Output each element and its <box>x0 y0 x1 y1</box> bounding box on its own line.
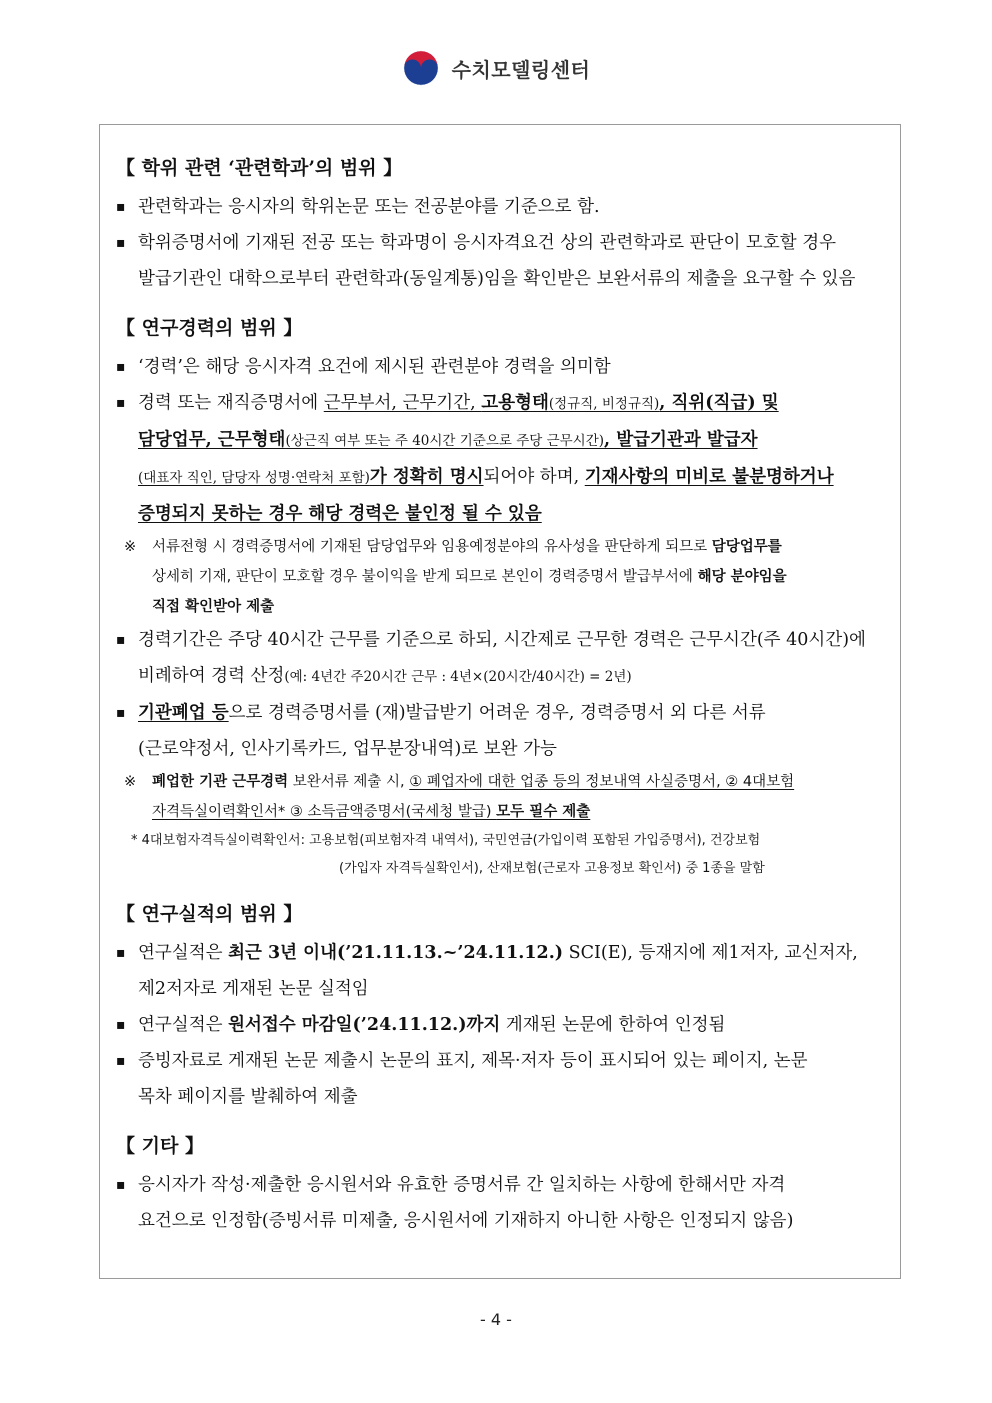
list-item: ▪ 응시자가 작성·제출한 응시원서와 유효한 증명서류 간 일치하는 사항에 한해서만 자격 요건으로 인정함(증빙서류 미제출, 응시원서에 기재하지 아니한 사항은 인정되지 않음) <box>116 1167 890 1239</box>
section-title-degree: 【 학위 관련 ‘관련학과’의 범위 】 <box>116 157 403 179</box>
government-logo-icon <box>402 49 440 87</box>
bullet-icon: ▪ <box>116 1177 126 1193</box>
bullet-icon: ▪ <box>116 199 126 215</box>
list-item: ▪ 연구실적은 최근 3년 이내(’21.11.13.~’24.11.12.) SCI(E), 등재지에 제1저자, 교신저자, 제2저자로 게재된 논문 실적임 <box>116 935 890 1007</box>
note-block: ※ 폐업한 기관 근무경력 보완서류 제출 시, ① 폐업자에 대한 업종 등의 정보내역 사실증명서, ② 4대보험 자격득실이력확인서* ③ 소득금액증명서(국세청 발급) 모두 필수 제출 <box>116 767 890 827</box>
bullet-icon: ▪ <box>116 945 126 961</box>
list-item: ▪ 연구실적은 원서접수 마감일(’24.11.12.)까지 게재된 논문에 한하여 인정됨 <box>116 1007 890 1043</box>
list-item: ▪ 기관폐업 등으로 경력증명서를 (재)발급받기 어려운 경우, 경력증명서 외 다른 서류 (근로약정서, 인사기록카드, 업무분장내역)로 보완 가능 <box>116 695 890 767</box>
document-header <box>0 40 992 96</box>
section-title-career: 【 연구경력의 범위 】 <box>116 317 303 339</box>
list-item: ▪ 학위증명서에 기재된 전공 또는 학과명이 응시자격요건 상의 관련학과로 판단이 모호할 경우 발급기관인 대학으로부터 관련학과(동일계통)임을 확인받은 보완서류의 제출을 요구할 수 있음 <box>116 225 890 297</box>
list-item: ▪ 경력기간은 주당 40시간 근무를 기준으로 하되, 시간제로 근무한 경력은 근무시간(주 40시간)에 비례하여 경력 산정(예: 4년간 주20시간 근무 : 4년×(20시간/40시간) = 2년) <box>116 622 890 695</box>
bullet-icon: ▪ <box>116 235 126 251</box>
bullet-icon: ▪ <box>116 1017 126 1033</box>
reference-mark-icon: ※ <box>124 539 137 555</box>
note-block: ※ 서류전형 시 경력증명서에 기재된 담당업무와 임용예정분야의 유사성을 판단하게 되므로 담당업무를 상세히 기재, 판단이 모호할 경우 불이익을 받게 되므로 본인이 경력증명서 발급부서에 해당 분야임을 직접 확인받아 제출 <box>116 532 890 622</box>
list-item: ▪ 증빙자료로 게재된 논문 제출시 논문의 표지, 제목·저자 등이 표시되어 있는 페이지, 논문 목차 페이지를 발췌하여 제출 <box>116 1043 890 1115</box>
list-item: ▪ ‘경력’은 해당 응시자격 요건에 제시된 관련분야 경력을 의미함 <box>116 349 890 385</box>
footnote: * 4대보험자격득실이력확인서: 고용보험(피보험자격 내역서), 국민연금(가입이력 포함된 가입증명서), 건강보험 (가입자 자격득실확인서), 산재보험(근로자 고용정보 확인서) 중 1종을 말함 <box>131 833 765 876</box>
bullet-icon: ▪ <box>116 1053 126 1069</box>
section-title-etc: 【 기타 】 <box>116 1135 204 1157</box>
bullet-icon: ▪ <box>116 705 126 721</box>
bullet-icon: ▪ <box>116 359 126 375</box>
list-item: ▪ 관련학과는 응시자의 학위논문 또는 전공분야를 기준으로 함. <box>116 189 890 225</box>
bullet-icon: ▪ <box>116 632 126 648</box>
content-box <box>99 124 901 1279</box>
reference-mark-icon: ※ <box>124 774 137 790</box>
bullet-icon: ▪ <box>116 395 126 411</box>
org-name: 수치모델링센터 <box>451 57 591 82</box>
section-title-research: 【 연구실적의 범위 】 <box>116 903 303 925</box>
list-item: ▪ 경력 또는 재직증명서에 근무부서, 근무기간, 고용형태(정규직, 비정규직), 직위(직급) 및 담당업무, 근무형태(상근직 여부 또는 주 40시간 기준으로 주당 근무시간), 발급기관과 발급자 (대표자 직인, 담당자 성명·연락처 포함)가 정확히 명시되어야 하며, 기재사항의 미비로 불분명하거나 증명되지 못하는 경우 해당 경력은 불인정 될 수 있음 <box>116 385 890 532</box>
page-number: - 4 - <box>480 1310 512 1329</box>
